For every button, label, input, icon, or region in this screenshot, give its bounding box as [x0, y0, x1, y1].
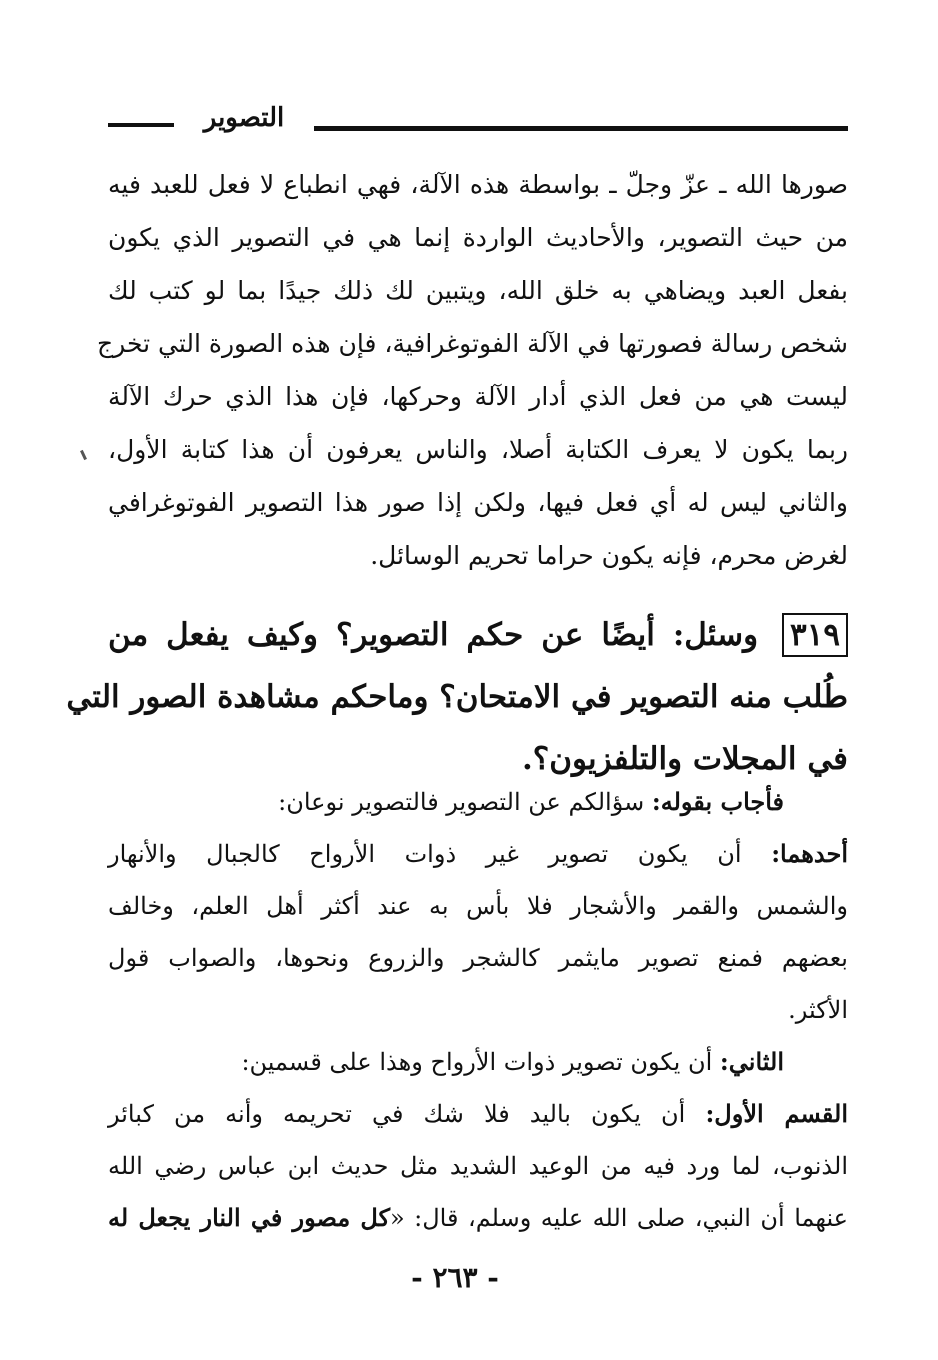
text-line: بفعل العبد ويضاهي به خلق الله، ويتبين لك ذلك جيدًا بما لو كتب لك	[108, 276, 848, 305]
question-text-1: وسئل: أيضًا عن حكم التصوير؟ وكيف يفعل من	[108, 617, 759, 653]
question-line-3: في المجلات والتلفزيون؟.	[522, 741, 848, 777]
text-line: شخص رسالة فصورتها في الآلة الفوتوغرافية، فإن هذه الصورة التي تخرج	[97, 329, 848, 358]
text-line: والثاني ليس له أي فعل فيها، ولكن إذا صور هذا التصوير الفوتوغرافي	[108, 488, 848, 517]
hadith-quote-bold: كل مصور في النار يجعل له	[108, 1203, 390, 1232]
answer-intro	[108, 776, 848, 828]
text-line: من حيث التصوير، والأحاديث الواردة إنما هي في التصوير الذي يكون	[108, 223, 848, 252]
text-line: لغرض محرم، فإنه يكون حراما تحريم الوسائل.	[370, 541, 848, 570]
question-heading	[66, 604, 848, 790]
part-1-line-1	[108, 1088, 848, 1140]
question-line-1	[108, 604, 848, 666]
first-type-line-1	[108, 828, 848, 880]
answer-body	[108, 776, 848, 1244]
answer-intro-label: فأجاب بقوله:	[651, 787, 784, 816]
text-line: الأكثر.	[788, 996, 848, 1024]
part-1-text: أن يكون باليد فلا شك في تحريمه وأنه من كبائر	[108, 1100, 686, 1128]
text-line: ليست هي من فعل الذي أدار الآلة وحركها، فإن هذا الذي حرك الآلة	[108, 382, 848, 411]
paragraph-1	[97, 158, 848, 582]
question-number: ٣١٩	[782, 613, 848, 657]
text-line: والشمس والقمر والأشجار فلا بأس به عند أكثر أهل العلم، وخالف	[108, 892, 848, 920]
first-type-text: أن يكون تصوير غير ذوات الأرواح كالجبال والأنهار	[108, 840, 742, 868]
question-line-2: طُلب منه التصوير في الامتحان؟ وماحكم مشاهدة الصور التي	[66, 679, 848, 715]
page-number: - ٢٦٣ -	[411, 1261, 499, 1294]
first-type-label: أحدهما:	[771, 839, 848, 868]
header-rule-left	[108, 123, 174, 127]
second-type-text: أن يكون تصوير ذوات الأرواح وهذا على قسمين:	[241, 1048, 713, 1076]
second-type-line	[108, 1036, 848, 1088]
second-type-label: الثاني:	[719, 1047, 784, 1076]
header-rule-right	[314, 126, 848, 131]
text-line: ربما يكون لا يعرف الكتابة أصلا، والناس يعرفون أن هذا كتابة الأول،	[108, 435, 848, 464]
text-line: بعضهم فمنع تصوير مايثمر كالشجر والزروع ونحوها، والصواب قول	[108, 944, 848, 972]
scan-mark	[80, 450, 87, 460]
part-1-line-3	[108, 1192, 848, 1244]
answer-intro-text: سؤالكم عن التصوير فالتصوير نوعان:	[278, 788, 645, 816]
part-1-line-2: الذنوب، لما ورد فيه من الوعيد الشديد مثل حديث ابن عباس رضي الله	[108, 1152, 848, 1180]
part-1-line-3-text: عنهما أن النبي، صلى الله عليه وسلم، قال: «	[390, 1204, 849, 1232]
part-1-label: القسم الأول:	[705, 1099, 848, 1128]
text-line: صورها الله ـ عزّ وجلّ ـ بواسطة هذه الآلة، فهي انطباع لا فعل للعبد فيه	[108, 170, 848, 199]
running-header-title: التصوير	[203, 103, 285, 133]
